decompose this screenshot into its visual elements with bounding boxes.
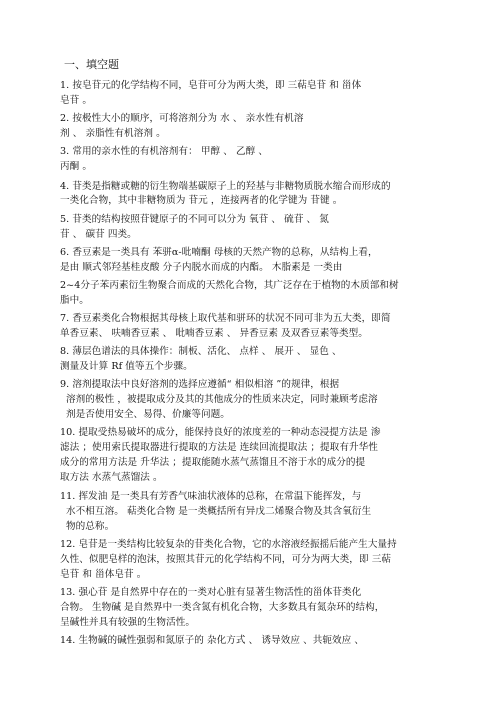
text-line: 8. 薄层色谱法的具体操作：制板、活化、 点样 、 展开 、 显色 、 xyxy=(60,346,342,357)
text-line: 久性、似肥皂样的泡沫，按照其苷元的化学结构不同，可分为两大类，即 三萜 xyxy=(60,554,391,565)
text-line: 2~4分子苯丙素衍生物聚合而成的天然化合物，其广泛存在于植物的木质部和树 xyxy=(60,280,399,291)
text-line: 剂 、 亲脂性有机溶剂 。 xyxy=(60,128,166,139)
text-line: 11. 挥发油 是一类具有芳香气味油状液体的总称，在常温下能挥发，与 xyxy=(60,491,362,502)
text-line: 6. 香豆素是一类具有 苯骈α-吡喃酮 母核的天然产物的总称，从结构上看， xyxy=(60,247,378,258)
text-line: 4. 苷类是指糖或糖的衍生物端基碳原子上的羟基与非糖物质脱水缩合而形成的 xyxy=(60,181,391,192)
text-line: 物的总称。 xyxy=(66,521,115,532)
text-line: 3. 常用的亲水性的有机溶剂有： 甲醇 、 乙醇 、 xyxy=(60,146,268,157)
text-line: 9. 溶剂提取法中良好溶剂的选择应遵循“ 相似相溶 ”的规律，根据 xyxy=(60,379,340,390)
text-line: 溶剂的极性 ，被提取成分及其的其他成分的性质来决定，同时兼顾考虑溶 xyxy=(66,394,378,405)
text-line: 取方法 水蒸气蒸馏法 。 xyxy=(60,472,163,483)
text-line: 13. 强心苷 是自然界中存在的一类对心脏有显著生物活性的甾体苷类化 xyxy=(60,587,362,598)
section-title: 一、填空题 xyxy=(64,58,119,71)
text-line: 12. 皂苷是一类结构比较复杂的苷类化合物，它的水溶液经振摇后能产生大量持 xyxy=(60,539,397,550)
text-line: 成分的常用方法是 升华法 ；提取能随水蒸气蒸馏且不溶于水的成分的提 xyxy=(60,457,366,468)
text-line: 一类化合物，其中非糖物质为 苷元 ，连接两者的化学键为 苷键 。 xyxy=(60,195,343,206)
text-line: 10. 提取受热易破坏的成分，能保持良好的浓度差的一种动态浸提方法是 渗 xyxy=(60,427,381,438)
text-line: 14. 生物碱的碱性强弱和氮原子的 杂化方式 、 诱导效应 、共轭效应 、 xyxy=(60,635,365,646)
text-line: 合物。 生物碱 是自然界中一类含氮有机化合物，大多数具有氮杂环的结构， xyxy=(60,602,385,613)
text-line: 皂苷 。 xyxy=(60,95,93,106)
text-line: 测量及计算 Rf 值等五个步骤。 xyxy=(60,361,193,372)
text-line: 是由 顺式邻羟基桂皮酸 分子内脱水而成的内酯。 木脂素是 一类由 xyxy=(60,262,343,273)
text-line: 脂中。 xyxy=(60,295,89,306)
text-line: 水不相互溶。 萜类化合物 是一类概括所有异戊二烯聚合物及其含氧衍生 xyxy=(66,506,372,517)
text-line: 滤法 ；使用索氏提取器进行提取的方法是 连续回流提取法 ；提取有升华性 xyxy=(60,442,378,453)
text-line: 皂苷 和 甾体皂苷 。 xyxy=(60,569,147,580)
text-line: 2. 按极性大小的顺序，可将溶剂分为 水 、 亲水性有机溶 xyxy=(60,113,304,124)
text-line: 剂是否使用安全、易得、价廉等问题。 xyxy=(66,409,230,420)
text-line: 呈碱性并具有较强的生物活性。 xyxy=(60,617,196,628)
text-line: 7. 香豆素类化合物根据其母核上取代基和骈环的状况不同可非为五大类，即简 xyxy=(60,313,391,324)
text-line: 苷 、 碳苷 四类。 xyxy=(60,229,137,240)
text-line: 单香豆素、 呋喃香豆素 、 吡喃香豆素 、 异香豆素 及双香豆素等类型。 xyxy=(60,328,368,339)
text-line: 1. 按皂苷元的化学结构不同，皂苷可分为两大类，即 三萜皂苷 和 甾体 xyxy=(60,80,362,91)
text-line: 丙酮 。 xyxy=(60,161,93,172)
text-line: 5. 苷类的结构按照苷键原子的不同可以分为 氧苷 、 硫苷 、 氮 xyxy=(60,214,329,225)
